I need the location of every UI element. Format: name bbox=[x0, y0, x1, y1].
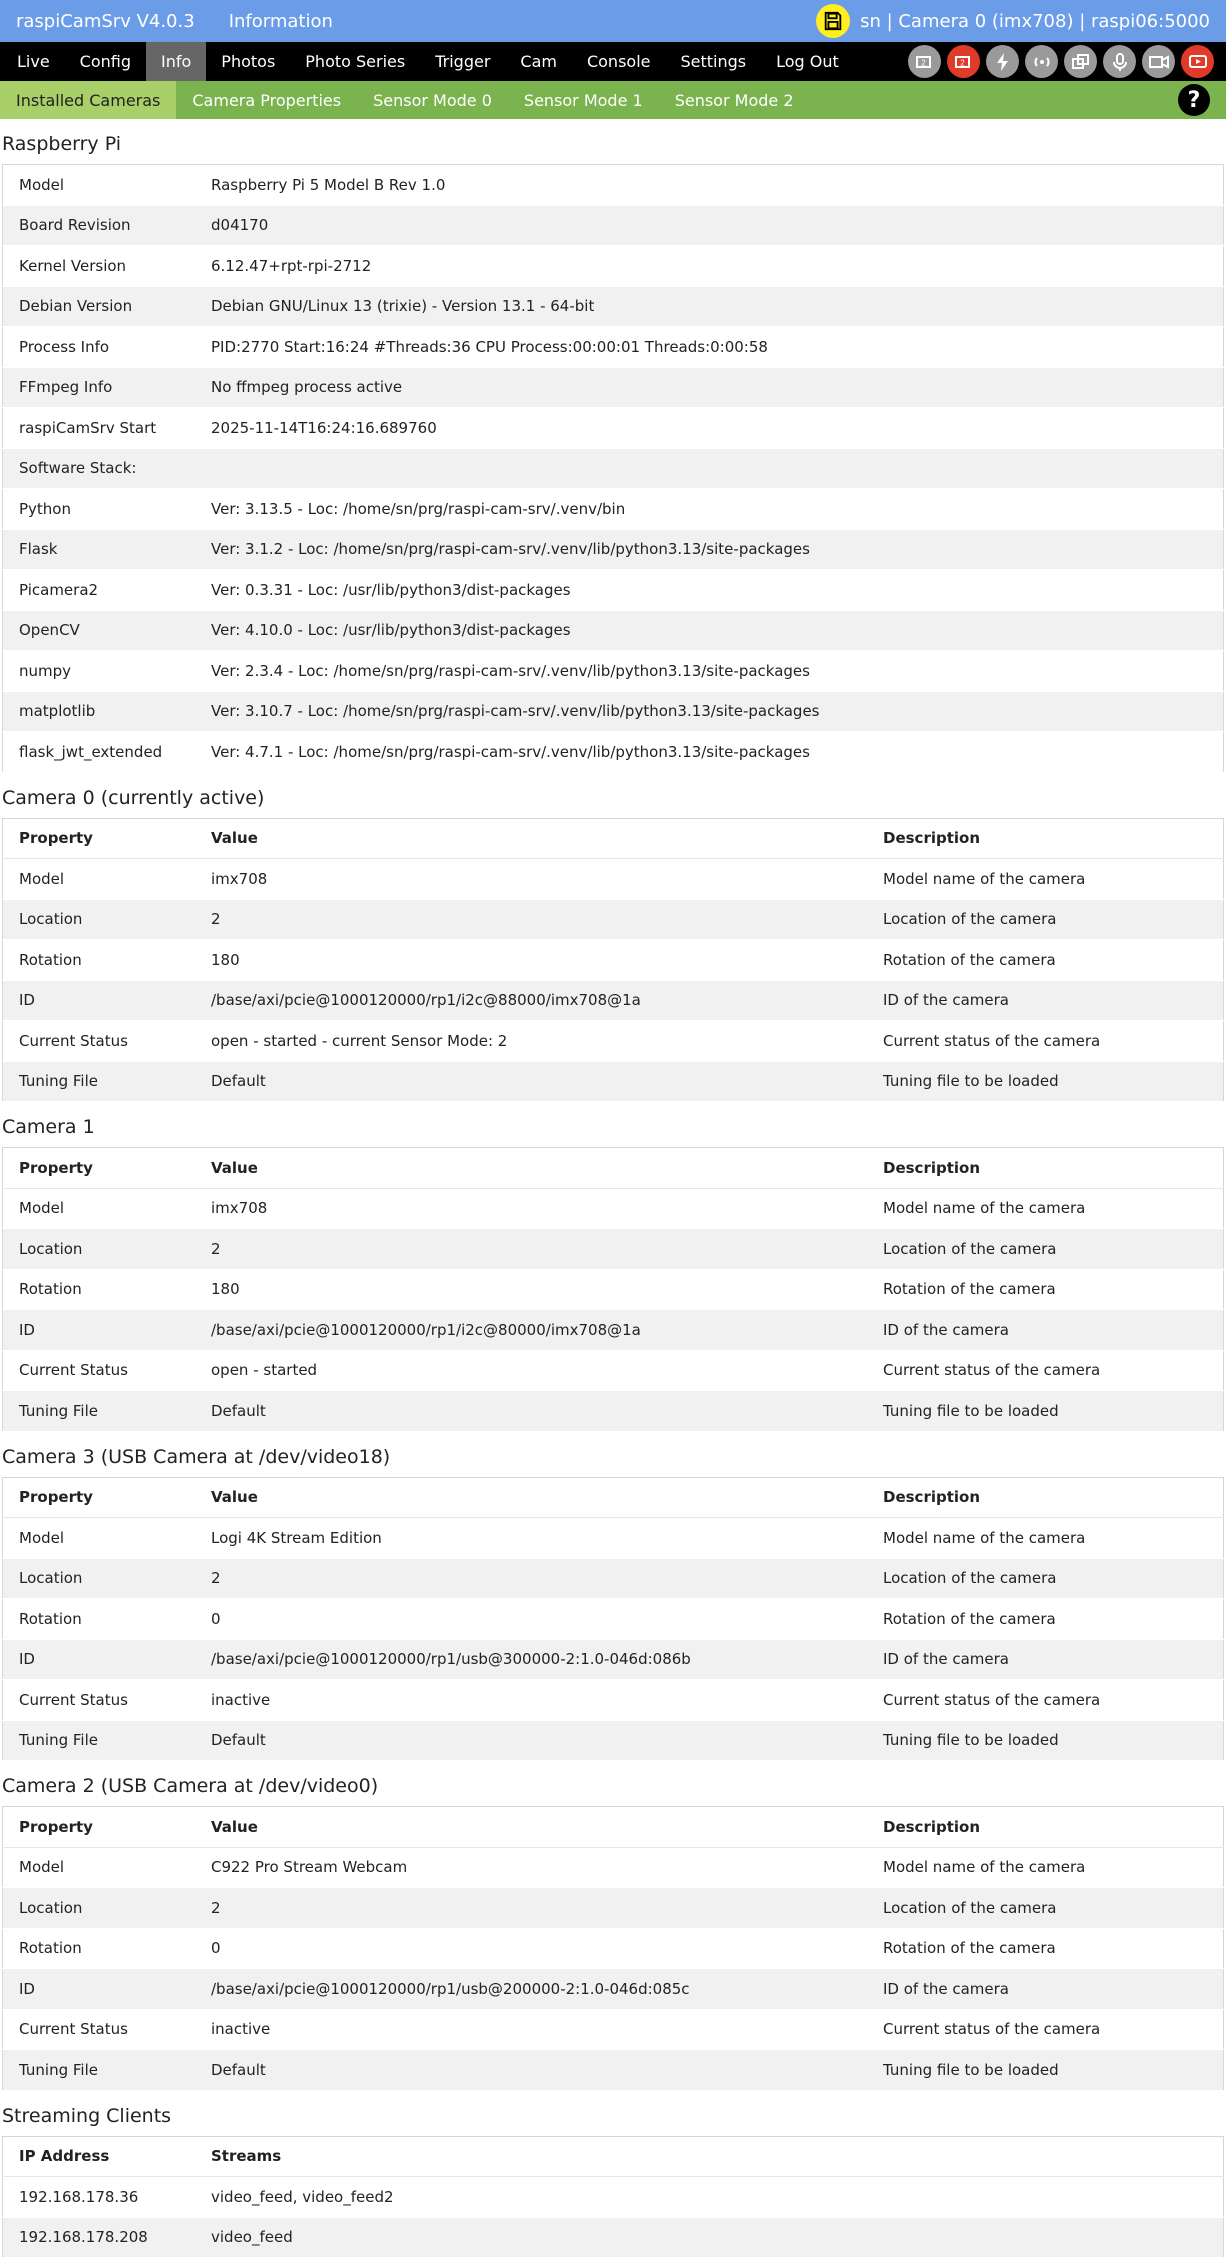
column-header-ip-address: IP Address bbox=[3, 2136, 196, 2177]
table-row bbox=[3, 367, 1224, 408]
camera-2-button[interactable] bbox=[908, 45, 941, 78]
description-cell: Location of the camera bbox=[867, 899, 1224, 940]
value-cell: Default bbox=[195, 1720, 867, 1761]
value-cell: open - started bbox=[195, 1350, 867, 1391]
description-cell: Model name of the camera bbox=[867, 1847, 1224, 1888]
value-cell: No ffmpeg process active bbox=[195, 367, 1224, 408]
table-row bbox=[3, 1888, 1224, 1929]
subnav-item-installed-cameras[interactable]: Installed Cameras bbox=[0, 81, 176, 119]
nav-item-photo-series[interactable]: Photo Series bbox=[290, 42, 420, 81]
property-cell: Location bbox=[3, 899, 196, 940]
nav-item-log-out[interactable]: Log Out bbox=[761, 42, 854, 81]
column-header-value: Value bbox=[195, 1807, 867, 1848]
camera-2-title: Camera 3 (USB Camera at /dev/video18) bbox=[2, 1432, 1224, 1477]
value-cell: /base/axi/pcie@1000120000/rp1/i2c@88000/imx708@1a bbox=[195, 980, 867, 1021]
column-header-property: Property bbox=[3, 818, 196, 859]
table-row bbox=[3, 327, 1224, 368]
microphone-button[interactable] bbox=[1103, 45, 1136, 78]
description-cell: Tuning file to be loaded bbox=[867, 1391, 1224, 1432]
description-cell: Current status of the camera bbox=[867, 1680, 1224, 1721]
property-cell: Current Status bbox=[3, 1350, 196, 1391]
property-cell: Tuning File bbox=[3, 1720, 196, 1761]
camera-2-icon bbox=[913, 50, 937, 74]
help-button[interactable]: ? bbox=[1178, 84, 1210, 116]
subnav-item-sensor-mode-1[interactable]: Sensor Mode 1 bbox=[508, 81, 659, 119]
value-cell: Default bbox=[195, 1061, 867, 1102]
streaming-clients-title: Streaming Clients bbox=[2, 2091, 1224, 2136]
nav-item-trigger[interactable]: Trigger bbox=[420, 42, 505, 81]
svg-text:2: 2 bbox=[960, 58, 965, 67]
property-cell: Software Stack: bbox=[3, 448, 196, 489]
table-row bbox=[3, 732, 1224, 773]
camera-3-title: Camera 2 (USB Camera at /dev/video0) bbox=[2, 1761, 1224, 1806]
column-header-streams: Streams bbox=[195, 2136, 1224, 2177]
table-row bbox=[3, 1599, 1224, 1640]
property-cell: matplotlib bbox=[3, 691, 196, 732]
video-camera-icon bbox=[1147, 50, 1171, 74]
value-cell: /base/axi/pcie@1000120000/rp1/i2c@80000/imx708@1a bbox=[195, 1310, 867, 1351]
table-row bbox=[3, 448, 1224, 489]
property-cell: Rotation bbox=[3, 1928, 196, 1969]
subnav-item-sensor-mode-2[interactable]: Sensor Mode 2 bbox=[659, 81, 810, 119]
table-row bbox=[3, 1229, 1224, 1270]
table-row bbox=[3, 1720, 1224, 1761]
value-cell: imx708 bbox=[195, 859, 867, 900]
description-cell: Model name of the camera bbox=[867, 859, 1224, 900]
table-row bbox=[3, 1928, 1224, 1969]
value-cell: Ver: 4.7.1 - Loc: /home/sn/prg/raspi-cam-srv/.venv/lib/python3.13/site-packages bbox=[195, 732, 1224, 773]
description-cell: Current status of the camera bbox=[867, 1350, 1224, 1391]
table-row bbox=[3, 899, 1224, 940]
description-cell: ID of the camera bbox=[867, 1639, 1224, 1680]
value-cell: Ver: 0.3.31 - Loc: /usr/lib/python3/dist-packages bbox=[195, 570, 1224, 611]
property-cell: FFmpeg Info bbox=[3, 367, 196, 408]
streaming-clients-table bbox=[2, 2136, 1224, 2258]
property-cell: Tuning File bbox=[3, 2050, 196, 2091]
property-cell: Flask bbox=[3, 529, 196, 570]
sub-nav bbox=[0, 81, 1226, 119]
table-row bbox=[3, 610, 1224, 651]
column-header-property: Property bbox=[3, 1477, 196, 1518]
property-cell: ID bbox=[3, 980, 196, 1021]
description-cell: Model name of the camera bbox=[867, 1518, 1224, 1559]
windows-stack-icon bbox=[1069, 50, 1093, 74]
property-cell: Current Status bbox=[3, 1021, 196, 1062]
floppy-disk-icon bbox=[822, 10, 844, 32]
table-row bbox=[3, 1969, 1224, 2010]
nav-item-cam[interactable]: Cam bbox=[505, 42, 572, 81]
nav-item-config[interactable]: Config bbox=[65, 42, 146, 81]
description-cell: ID of the camera bbox=[867, 1310, 1224, 1351]
value-cell: 2 bbox=[195, 1229, 867, 1270]
description-cell: Model name of the camera bbox=[867, 1188, 1224, 1229]
table-row bbox=[3, 651, 1224, 692]
property-cell: Tuning File bbox=[3, 1061, 196, 1102]
property-cell: ID bbox=[3, 1969, 196, 2010]
value-cell: 0 bbox=[195, 1928, 867, 1969]
value-cell: inactive bbox=[195, 2009, 867, 2050]
camera-1-table bbox=[2, 1147, 1224, 1432]
property-cell: Picamera2 bbox=[3, 570, 196, 611]
table-row bbox=[3, 1639, 1224, 1680]
description-cell: Rotation of the camera bbox=[867, 1599, 1224, 1640]
value-cell: PID:2770 Start:16:24 #Threads:36 CPU Process:00:00:01 Threads:0:00:58 bbox=[195, 327, 1224, 368]
description-cell: Tuning file to be loaded bbox=[867, 1720, 1224, 1761]
camera-0-title: Camera 0 (currently active) bbox=[2, 773, 1224, 818]
property-cell: Model bbox=[3, 1847, 196, 1888]
table-row bbox=[3, 2177, 1224, 2218]
property-cell: raspiCamSrv Start bbox=[3, 408, 196, 449]
flash-icon bbox=[991, 50, 1015, 74]
table-row bbox=[3, 489, 1224, 530]
table-row bbox=[3, 691, 1224, 732]
description-cell: Tuning file to be loaded bbox=[867, 1061, 1224, 1102]
value-cell: /base/axi/pcie@1000120000/rp1/usb@300000-2:1.0-046d:086b bbox=[195, 1639, 867, 1680]
column-header-description: Description bbox=[867, 1807, 1224, 1848]
table-row bbox=[3, 1680, 1224, 1721]
table-row bbox=[3, 980, 1224, 1021]
property-cell: Location bbox=[3, 1229, 196, 1270]
nav-item-console[interactable]: Console bbox=[572, 42, 666, 81]
value-cell: d04170 bbox=[195, 205, 1224, 246]
table-row bbox=[3, 1391, 1224, 1432]
svg-text:2: 2 bbox=[921, 58, 926, 67]
column-header-description: Description bbox=[867, 1148, 1224, 1189]
table-row bbox=[3, 940, 1224, 981]
value-cell bbox=[195, 448, 1224, 489]
value-cell: Ver: 3.10.7 - Loc: /home/sn/prg/raspi-cam-srv/.venv/lib/python3.13/site-packages bbox=[195, 691, 1224, 732]
table-row bbox=[3, 2009, 1224, 2050]
description-cell: ID of the camera bbox=[867, 980, 1224, 1021]
title-bar bbox=[0, 0, 1226, 42]
property-cell: ID bbox=[3, 1639, 196, 1680]
value-cell: video_feed bbox=[195, 2217, 1224, 2258]
value-cell: /base/axi/pcie@1000120000/rp1/usb@200000-2:1.0-046d:085c bbox=[195, 1969, 867, 2010]
value-cell: video_feed, video_feed2 bbox=[195, 2177, 1224, 2218]
main-content bbox=[0, 119, 1226, 2258]
page-title: Information bbox=[229, 11, 333, 32]
table-row bbox=[3, 570, 1224, 611]
description-cell: Location of the camera bbox=[867, 1888, 1224, 1929]
description-cell: Location of the camera bbox=[867, 1229, 1224, 1270]
value-cell: Ver: 2.3.4 - Loc: /home/sn/prg/raspi-cam-srv/.venv/lib/python3.13/site-packages bbox=[195, 651, 1224, 692]
column-header-value: Value bbox=[195, 1477, 867, 1518]
value-cell: 2025-11-14T16:24:16.689760 bbox=[195, 408, 1224, 449]
property-cell: Rotation bbox=[3, 1269, 196, 1310]
camera-2-table bbox=[2, 1477, 1224, 1762]
camera-0-table bbox=[2, 818, 1224, 1103]
camera-1-title: Camera 1 bbox=[2, 1102, 1224, 1147]
nav-item-info[interactable]: Info bbox=[146, 42, 206, 81]
table-row bbox=[3, 1061, 1224, 1102]
status-text: sn | Camera 0 (imx708) | raspi06:5000 bbox=[860, 11, 1210, 32]
broadcast-button[interactable] bbox=[1025, 45, 1058, 78]
camera-3-table bbox=[2, 1806, 1224, 2091]
value-cell: Debian GNU/Linux 13 (trixie) - Version 13.1 - 64-bit bbox=[195, 286, 1224, 327]
value-cell: inactive bbox=[195, 1680, 867, 1721]
microphone-icon bbox=[1108, 50, 1132, 74]
table-row bbox=[3, 1558, 1224, 1599]
value-cell: 180 bbox=[195, 1269, 867, 1310]
table-row bbox=[3, 1269, 1224, 1310]
description-cell: Rotation of the camera bbox=[867, 940, 1224, 981]
value-cell: Logi 4K Stream Edition bbox=[195, 1518, 867, 1559]
column-header-description: Description bbox=[867, 818, 1224, 859]
nav-item-photos[interactable]: Photos bbox=[206, 42, 290, 81]
property-cell: Location bbox=[3, 1888, 196, 1929]
video-camera-button[interactable] bbox=[1142, 45, 1175, 78]
property-cell: Tuning File bbox=[3, 1391, 196, 1432]
camera-2-active-icon bbox=[952, 50, 976, 74]
nav-item-settings[interactable]: Settings bbox=[665, 42, 761, 81]
windows-stack-button[interactable] bbox=[1064, 45, 1097, 78]
value-cell: 180 bbox=[195, 940, 867, 981]
description-cell: Location of the camera bbox=[867, 1558, 1224, 1599]
value-cell: Default bbox=[195, 2050, 867, 2091]
table-row bbox=[3, 859, 1224, 900]
stream-button[interactable] bbox=[1181, 45, 1214, 78]
flash-button[interactable] bbox=[986, 45, 1019, 78]
table-row bbox=[3, 2217, 1224, 2258]
value-cell: Ver: 3.13.5 - Loc: /home/sn/prg/raspi-cam-srv/.venv/bin bbox=[195, 489, 1224, 530]
property-cell: ID bbox=[3, 1310, 196, 1351]
description-cell: Rotation of the camera bbox=[867, 1928, 1224, 1969]
table-row bbox=[3, 205, 1224, 246]
value-cell: 2 bbox=[195, 1888, 867, 1929]
raspberry-pi-title: Raspberry Pi bbox=[2, 119, 1224, 164]
broadcast-icon bbox=[1030, 50, 1054, 74]
value-cell: 2 bbox=[195, 899, 867, 940]
property-cell: Model bbox=[3, 859, 196, 900]
value-cell: Ver: 3.1.2 - Loc: /home/sn/prg/raspi-cam-srv/.venv/lib/python3.13/site-packages bbox=[195, 529, 1224, 570]
value-cell: 0 bbox=[195, 1599, 867, 1640]
column-header-description: Description bbox=[867, 1477, 1224, 1518]
property-cell: Rotation bbox=[3, 1599, 196, 1640]
column-header-value: Value bbox=[195, 1148, 867, 1189]
property-cell: Kernel Version bbox=[3, 246, 196, 287]
column-header-value: Value bbox=[195, 818, 867, 859]
value-cell: Raspberry Pi 5 Model B Rev 1.0 bbox=[195, 165, 1224, 206]
value-cell: imx708 bbox=[195, 1188, 867, 1229]
value-cell: Ver: 4.10.0 - Loc: /usr/lib/python3/dist-packages bbox=[195, 610, 1224, 651]
table-row bbox=[3, 408, 1224, 449]
property-cell: Model bbox=[3, 1518, 196, 1559]
table-row bbox=[3, 165, 1224, 206]
nav-item-live[interactable]: Live bbox=[2, 42, 65, 81]
property-cell: Rotation bbox=[3, 940, 196, 981]
property-cell: Current Status bbox=[3, 1680, 196, 1721]
table-row bbox=[3, 286, 1224, 327]
column-header-property: Property bbox=[3, 1148, 196, 1189]
property-cell: OpenCV bbox=[3, 610, 196, 651]
table-row bbox=[3, 1188, 1224, 1229]
property-cell: Model bbox=[3, 165, 196, 206]
subnav-item-camera-properties[interactable]: Camera Properties bbox=[176, 81, 357, 119]
table-row bbox=[3, 246, 1224, 287]
description-cell: Current status of the camera bbox=[867, 1021, 1224, 1062]
description-cell: Current status of the camera bbox=[867, 2009, 1224, 2050]
column-header-property: Property bbox=[3, 1807, 196, 1848]
save-config-button[interactable] bbox=[816, 4, 850, 38]
property-cell: Model bbox=[3, 1188, 196, 1229]
property-cell: Current Status bbox=[3, 2009, 196, 2050]
raspberry-pi-table bbox=[2, 164, 1224, 773]
property-cell: Process Info bbox=[3, 327, 196, 368]
property-cell: 192.168.178.208 bbox=[3, 2217, 196, 2258]
table-row bbox=[3, 2050, 1224, 2091]
property-cell: Python bbox=[3, 489, 196, 530]
value-cell: open - started - current Sensor Mode: 2 bbox=[195, 1021, 867, 1062]
table-row bbox=[3, 1021, 1224, 1062]
subnav-item-sensor-mode-0[interactable]: Sensor Mode 0 bbox=[357, 81, 508, 119]
table-row bbox=[3, 529, 1224, 570]
value-cell: C922 Pro Stream Webcam bbox=[195, 1847, 867, 1888]
table-row bbox=[3, 1310, 1224, 1351]
value-cell: Default bbox=[195, 1391, 867, 1432]
value-cell: 6.12.47+rpt-rpi-2712 bbox=[195, 246, 1224, 287]
description-cell: Rotation of the camera bbox=[867, 1269, 1224, 1310]
property-cell: Debian Version bbox=[3, 286, 196, 327]
main-nav bbox=[0, 42, 1226, 81]
description-cell: Tuning file to be loaded bbox=[867, 2050, 1224, 2091]
app-title: raspiCamSrv V4.0.3 bbox=[16, 11, 195, 32]
description-cell: ID of the camera bbox=[867, 1969, 1224, 2010]
stream-icon bbox=[1186, 50, 1210, 74]
table-row bbox=[3, 1847, 1224, 1888]
property-cell: Board Revision bbox=[3, 205, 196, 246]
table-row bbox=[3, 1350, 1224, 1391]
property-cell: numpy bbox=[3, 651, 196, 692]
property-cell: Location bbox=[3, 1558, 196, 1599]
camera-2-active-button[interactable] bbox=[947, 45, 980, 78]
table-row bbox=[3, 1518, 1224, 1559]
property-cell: 192.168.178.36 bbox=[3, 2177, 196, 2218]
property-cell: flask_jwt_extended bbox=[3, 732, 196, 773]
value-cell: 2 bbox=[195, 1558, 867, 1599]
